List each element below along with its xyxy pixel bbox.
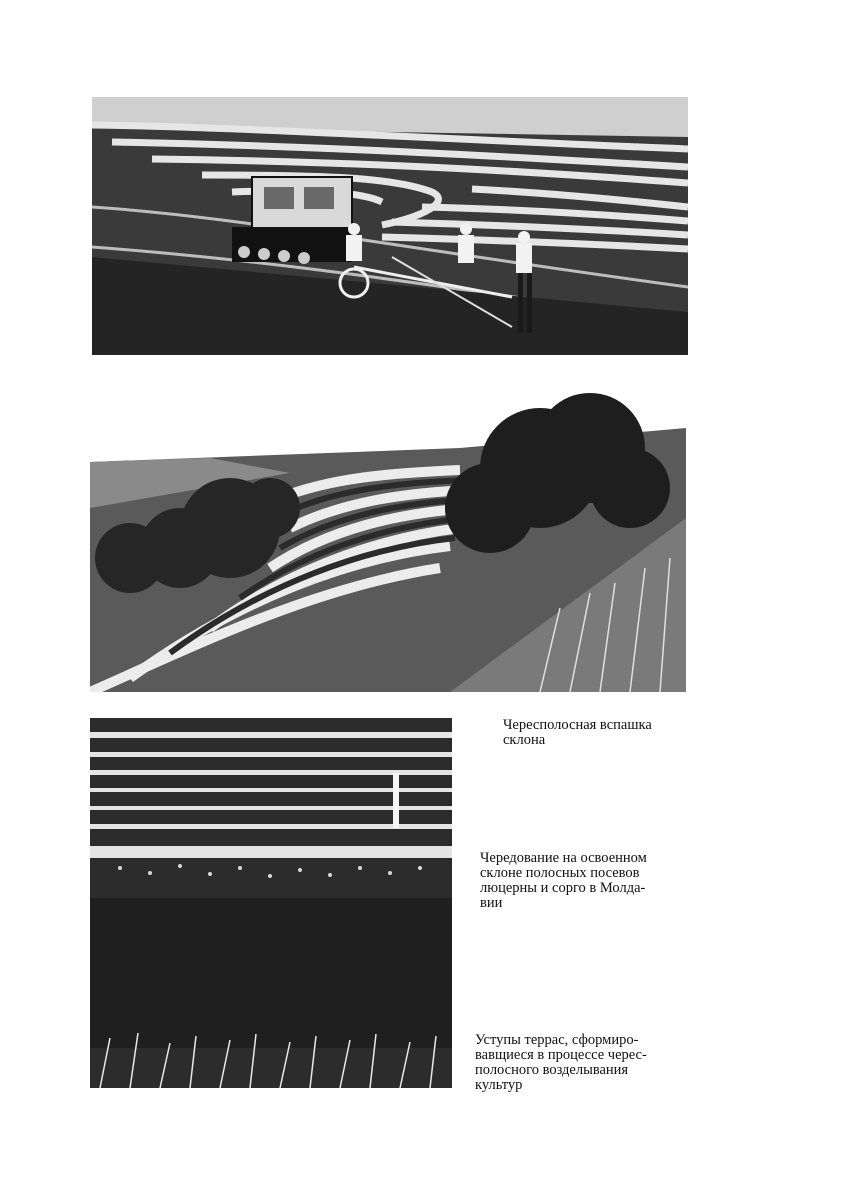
photo-tractor-strip-plowing: [92, 97, 688, 355]
photo-contour-strips-trees-graphic: [90, 378, 686, 692]
caption-alternating-strips: Чередование на освоенном склоне полосных посевов люцерны и сорго в Молда- вии: [480, 850, 647, 911]
photo-terrace-ledges-graphic: [90, 718, 452, 1088]
caption-strip-plowing: Чересполосная вспашка склона: [503, 717, 652, 748]
photo-terrace-ledges: [90, 718, 452, 1088]
photo-tractor-strip-plowing-graphic: [92, 97, 688, 355]
caption-terrace-ledges: Уступы террас, сформиро- вавщиеся в процессе черес- полосного возделывания культур: [475, 1032, 647, 1093]
photo-contour-strips-trees: [90, 378, 686, 692]
